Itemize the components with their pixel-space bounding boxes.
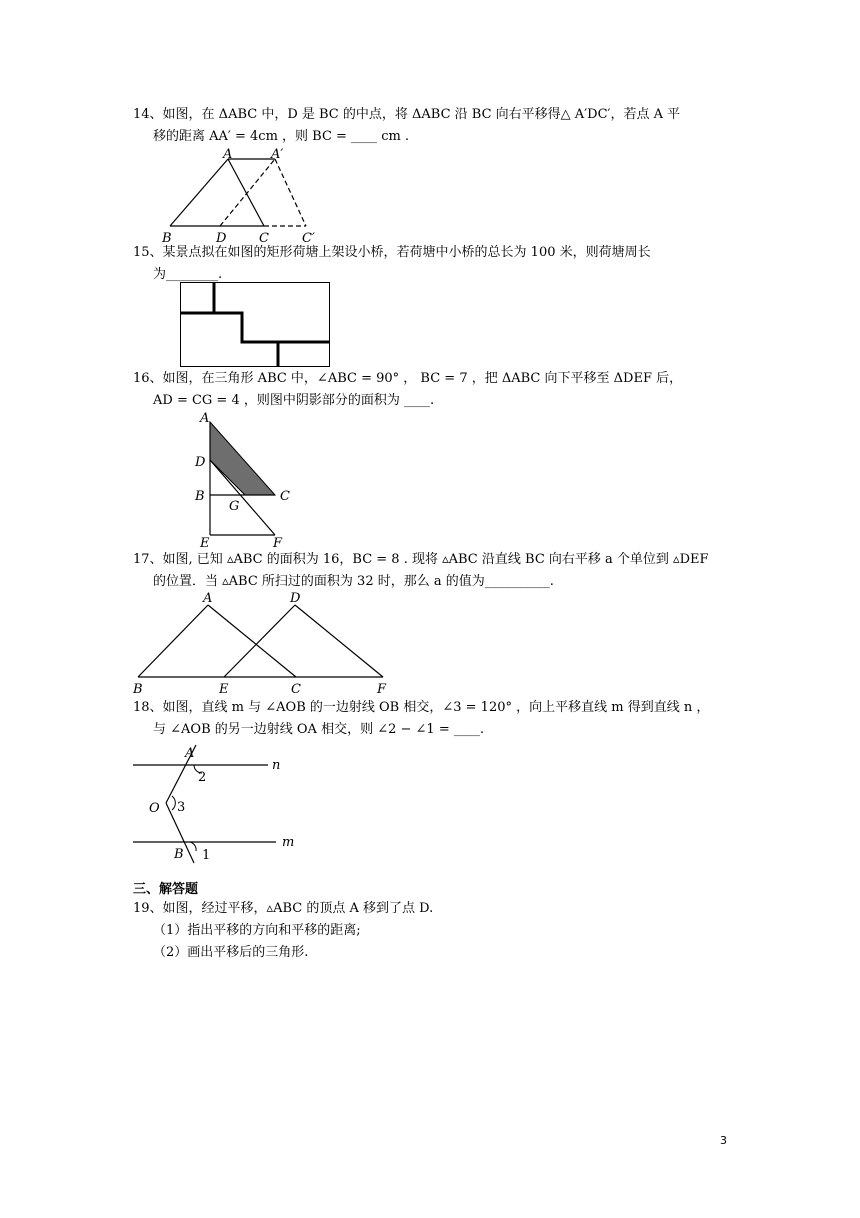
q16-line2: AD = CG = 4 ，则图中阴影部分的面积为 ____. [153,393,435,408]
q17-label-E: E [219,682,229,697]
q16-figure [193,410,303,550]
q18-line2: 与 ∠AOB 的另一边射线 OA 相交，则 ∠2 − ∠1 = ____. [153,722,484,737]
q16-label-E: E [200,536,210,551]
q17-line1: 17、如图, 已知 ▵ABC 的面积为 16，BC = 8 . 现将 ▵ABC 沿直线 BC 向右平移 a 个单位到 ▵DEF [133,552,709,567]
q18-label-B: B [174,847,184,862]
q16-label-D: D [195,455,206,470]
q18-label-n: n [272,758,281,773]
q17-label-C: C [291,682,301,697]
q18-label-O: O [149,801,160,816]
q17-label-D: D [290,591,301,606]
q14-label-C-prime: C′ [302,231,315,246]
q16-label-C: C [280,489,290,504]
question-17 [133,549,709,593]
q14-label-A: A [223,147,233,162]
q16-label-A: A [200,411,210,426]
q14-line2: 移的距离 AA′ = 4cm ，则 BC = ____ cm . [153,129,410,144]
q18-label-angle-1: 1 [202,848,211,863]
q19-line3: （2）画出平移后的三角形. [153,945,309,960]
q16-label-F: F [273,536,283,551]
q14-label-A-prime: A′ [271,147,284,162]
q18-label-angle-2: 2 [198,770,207,785]
q17-line2: 的位置．当 ▵ABC 所扫过的面积为 32 时，那么 a 的值为__________. [153,574,554,589]
q14-label-B: B [162,231,172,246]
q18-label-angle-3: 3 [177,800,186,815]
q16-label-G: G [229,499,240,514]
q15-figure [180,282,332,368]
q14-label-D: D [216,231,227,246]
q19-line2: （1）指出平移的方向和平移的距离; [153,923,361,938]
question-18 [133,697,709,741]
q15-line2: 为________. [153,267,223,282]
q17-label-B: B [133,682,143,697]
q18-label-A: A [185,746,195,761]
q14-line1: 14、如图，在 ΔABC 中，D 是 BC 的中点，将 ΔABC 沿 BC 向右平移得△ A′DC′，若点 A 平 [133,107,681,122]
q17-label-A: A [203,591,213,606]
q16-line1: 16、如图，在三角形 ABC 中，∠ABC = 90° ， BC = 7 ，把 ΔABC 向下平移至 ΔDEF 后， [133,371,683,386]
q16-label-B: B [195,489,205,504]
q19-line1: 19、如图，经过平移，▵ABC 的顶点 A 移到了点 D. [133,901,434,916]
q14-figure [160,146,340,246]
page-number: 3 [720,1134,727,1147]
q15-line1: 15、某景点拟在如图的矩形荷塘上架设小桥，若荷塘中小桥的总长为 100 米，则荷塘周长 [133,245,651,260]
section-heading: 三、解答题 [133,882,199,897]
q14-label-C: C [259,231,269,246]
question-14 [133,104,680,148]
q18-line1: 18、如图，直线 m 与 ∠AOB 的一边射线 OB 相交，∠3 = 120° ，向上平移直线 m 得到直线 n ， [133,700,710,715]
question-15 [133,242,651,286]
q17-label-F: F [377,682,387,697]
q18-label-m: m [282,835,295,850]
q18-figure [128,740,303,866]
question-16 [133,368,682,412]
q17-figure [128,590,398,698]
question-19 [133,898,433,964]
